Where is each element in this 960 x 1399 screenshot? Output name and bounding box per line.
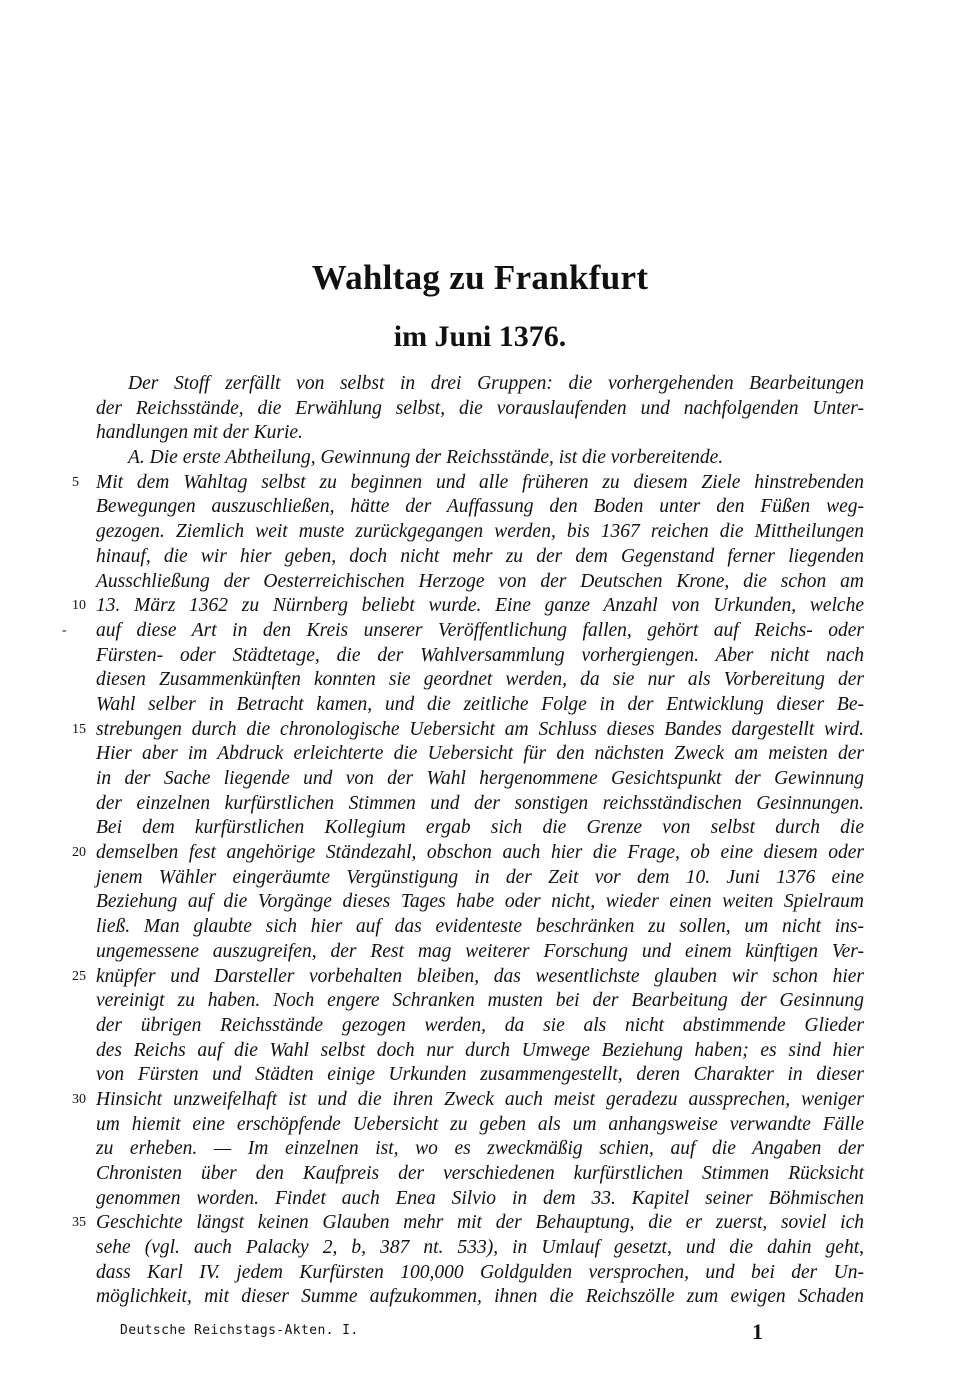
line-text: knüpfer und Darsteller vorbehalten bleiben, das wesentlichste glauben wir schon hier <box>96 965 864 987</box>
text-line <box>72 471 864 496</box>
line-text: Bei dem kurfürstlichen Kollegium ergab sich die Grenze von selbst durch die <box>96 817 864 839</box>
text-line <box>96 890 864 915</box>
text-line <box>96 1039 864 1064</box>
text-line <box>96 989 864 1014</box>
line-text: demselben fest angehörige Ständezahl, obschon auch hier die Frage, ob eine diesem oder <box>96 842 864 864</box>
line-text: diesen Zusammenkünften konnten sie geordnet werden, da sie nur als Vorbereitung der <box>96 669 864 691</box>
line-text: in der Sache liegende und von der Wahl hergenommene Gesichtspunkt der Gewinnung <box>96 768 864 789</box>
line-text: der Reichsstände, die Erwählung selbst, die vorauslaufenden und nachfolgenden Unter- <box>96 397 864 419</box>
text-line <box>96 1137 864 1162</box>
line-number: 5 <box>72 474 79 490</box>
text-line <box>96 767 864 792</box>
text-line <box>72 594 864 619</box>
text-line <box>96 1236 864 1261</box>
page-title: Wahltag zu Frankfurt <box>311 258 649 297</box>
line-text: zu erheben. — Im einzelnen ist, wo es zweckmäßig schien, auf die Angaben der <box>96 1138 864 1160</box>
line-text: möglichkeit, mit dieser Summe aufzukommen, ihnen die Reichszölle zum ewigen Schaden <box>96 1286 864 1308</box>
text-line <box>62 619 864 644</box>
line-text: Hier aber im Abdruck erleichterte die Uebersicht für den nächsten Zweck am meisten der <box>96 743 864 765</box>
line-number: 25 <box>72 968 86 984</box>
line-text: dass Karl IV. jedem Kurfürsten 100,000 Goldgulden versprochen, und bei der Un- <box>96 1261 864 1283</box>
line-text: hinauf, die wir hier geben, doch nicht mehr zu der dem Gegenstand ferner liegenden <box>96 545 864 567</box>
line-text: Chronisten über den Kaufpreis der verschiedenen kurfürstlichen Stimmen Rücksicht <box>96 1163 864 1184</box>
line-text: Hinsicht unzweifelhaft ist und die ihren Zweck auch meist geradezu aussprechen, weniger <box>96 1088 864 1110</box>
line-text: auf diese Art in den Kreis unserer Veröffentlichung fallen, gehört auf Reichs- oder <box>96 619 864 641</box>
text-line <box>96 545 864 570</box>
text-line <box>96 570 864 595</box>
page-subtitle: im Juni 1376. <box>393 320 567 353</box>
line-text: Geschichte längst keinen Glauben mehr mit der Behauptung, die er zuerst, soviel ich <box>96 1212 864 1234</box>
line-text: gezogen. Ziemlich weit muste zurückgegangen werden, bis 1367 reichen die Mittheilungen <box>96 521 864 543</box>
text-line <box>96 446 864 471</box>
line-text: genommen worden. Findet auch Enea Silvio in dem 33. Kapitel seiner Böhmischen <box>96 1187 864 1209</box>
text-line <box>72 1211 864 1236</box>
text-line <box>96 520 864 545</box>
text-line <box>96 940 864 965</box>
text-line <box>96 915 864 940</box>
line-text: Wahl selber in Betracht kamen, und die zeitliche Folge in der Entwicklung dieser Be- <box>96 693 864 715</box>
line-text: von Fürsten und Städten einige Urkunden zusammengestellt, deren Charakter in dieser <box>96 1064 864 1086</box>
line-text: Fürsten- oder Städtetage, die der Wahlversammlung vorhergiengen. Aber nicht nach <box>96 644 864 666</box>
text-line <box>96 495 864 520</box>
text-line <box>96 668 864 693</box>
line-text: 13. März 1362 zu Nürnberg beliebt wurde. Eine ganze Anzahl von Urkunden, welche <box>96 595 864 617</box>
line-text: um hiemit eine erschöpfende Uebersicht zu geben als um anhangsweise verwandte Fälle <box>96 1113 864 1135</box>
line-text: Beziehung auf die Vorgänge dieses Tages habe oder nicht, wieder einen weiten Spielraum <box>96 891 864 913</box>
line-text: strebungen durch die chronologische Uebersicht am Schluss dieses Bandes dargestellt wird. <box>96 718 864 740</box>
line-text: Bewegungen auszuschließen, hätte der Auffassung den Boden unter den Füßen weg- <box>96 496 864 518</box>
line-number: 15 <box>72 721 86 737</box>
text-line <box>96 1162 864 1187</box>
text-line <box>96 372 864 397</box>
line-text: der einzelnen kurfürstlichen Stimmen und der sonstigen reichsständischen Gesinnungen. <box>96 792 864 814</box>
text-line <box>96 742 864 767</box>
line-number: 20 <box>72 845 86 861</box>
line-text: des Reichs auf die Wahl selbst doch nur durch Umwege Beziehung haben; es sind hier <box>96 1039 864 1061</box>
text-line <box>96 792 864 817</box>
line-text: ungemessene auszugreifen, der Rest mag weiterer Forschung und einem künftigen Ver- <box>96 940 864 962</box>
line-number: 35 <box>72 1215 86 1231</box>
text-line <box>96 1063 864 1088</box>
footer-label: Deutsche Reichstags-Akten. I. <box>120 1323 359 1338</box>
text-line <box>72 718 864 743</box>
line-text: sehe (vgl. auch Palacky 2, b, 387 nt. 533), in Umlauf gesetzt, und die dahin geht, <box>96 1237 864 1259</box>
line-text: vereinigt zu haben. Noch engere Schranken musten bei der Bearbeitung der Gesinnung <box>96 990 864 1012</box>
text-line <box>96 1187 864 1212</box>
line-text: Mit dem Wahltag selbst zu beginnen und alle früheren zu diesem Ziele hinstrebenden <box>96 471 864 493</box>
text-line <box>96 866 864 891</box>
text-line <box>96 1014 864 1039</box>
line-text: A. Die erste Abtheilung, Gewinnung der Reichsstände, ist die vorbereitende. <box>128 447 724 469</box>
text-line <box>72 965 864 990</box>
line-text: Der Stoff zerfällt von selbst in drei Gruppen: die vorhergehenden Bearbeitungen <box>128 373 864 394</box>
text-line <box>72 841 864 866</box>
line-number: 10 <box>72 598 86 614</box>
line-text: Ausschließung der Oesterreichischen Herzoge von der Deutschen Krone, die schon am <box>96 570 864 592</box>
page-number: 1 <box>752 1319 763 1344</box>
line-text: jenem Wähler eingeräumte Vergünstigung in der Zeit vor dem 10. Juni 1376 eine <box>96 866 864 888</box>
line-text: ließ. Man glaubte sich hier auf das evidenteste beschränken zu sollen, um nicht ins- <box>96 916 864 938</box>
margin-mark: - <box>62 622 67 638</box>
body-text <box>62 372 864 1310</box>
text-line <box>96 816 864 841</box>
line-number: 30 <box>72 1091 86 1107</box>
text-line <box>96 421 864 446</box>
text-line <box>96 1113 864 1138</box>
text-line <box>72 1088 864 1113</box>
text-line <box>96 644 864 669</box>
text-line <box>96 1261 864 1286</box>
line-text: der übrigen Reichsstände gezogen werden, da sie als nicht abstimmende Glieder <box>96 1014 864 1036</box>
line-text: handlungen mit der Kurie. <box>96 422 303 444</box>
text-line <box>96 397 864 422</box>
text-line <box>96 693 864 718</box>
text-line <box>96 1285 864 1310</box>
